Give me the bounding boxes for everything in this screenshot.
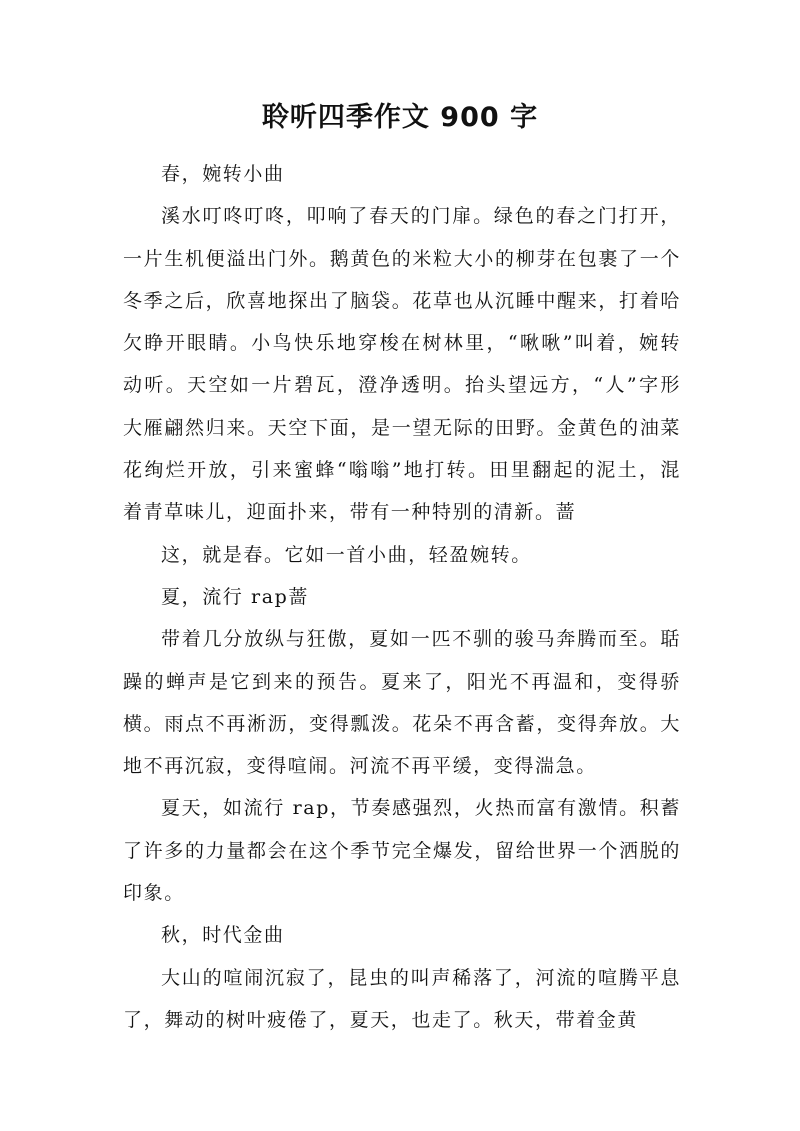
paragraph-autumn-description: 大山的喧闹沉寂了，昆虫的叫声稀落了，河流的喧腾平息了，舞动的树叶疲倦了，夏天，也走了。秋天，带着金黄 [123,966,681,1031]
paragraph-summer-description: 带着几分放纵与狂傲，夏如一匹不驯的骏马奔腾而至。聒躁的蝉声是它到来的预告。夏来了，阳光不再温和，变得骄横。雨点不再淅沥，变得瓢泼。花朵不再含蓄，变得奔放。大地不再沉寂，变得喧闹。河流不再平缓，变得湍急。 [123,628,681,778]
section-heading-summer: 夏，流行 rap蔷 [161,585,310,608]
document-body [123,153,681,1041]
paragraph-summer-summary: 夏天，如流行 rap，节奏感强烈，火热而富有激情。积蓄了许多的力量都会在这个季节完全爆发，留给世界一个洒脱的印象。 [123,797,681,905]
paragraph-spring-summary: 这，就是春。它如一首小曲，轻盈婉转。 [161,543,532,566]
section-heading-spring: 春，婉转小曲 [161,163,285,185]
section-heading-autumn: 秋，时代金曲 [161,924,285,947]
document-title: 聆听四季作文 900 字 [261,102,539,133]
paragraph-spring-description: 溪水叮咚叮咚，叩响了春天的门扉。绿色的春之门打开，一片生机便溢出门外。鹅黄色的米粒大小的柳芽在包裹了一个冬季之后，欣喜地探出了脑袋。花草也从沉睡中醒来，打着哈欠睁开眼睛。小鸟快乐地穿梭在树林里，“啾啾”叫着，婉转动听。天空如一片碧瓦，澄净透明。抬头望远方，“人”字形大雁翩然归来。天空下面，是一望无际的田野。金黄色的油菜花绚烂开放，引来蜜蜂“嗡嗡”地打转。田里翻起的泥土，混着青草味儿，迎面扑来，带有一种特别的清新。蔷 [123,205,681,524]
